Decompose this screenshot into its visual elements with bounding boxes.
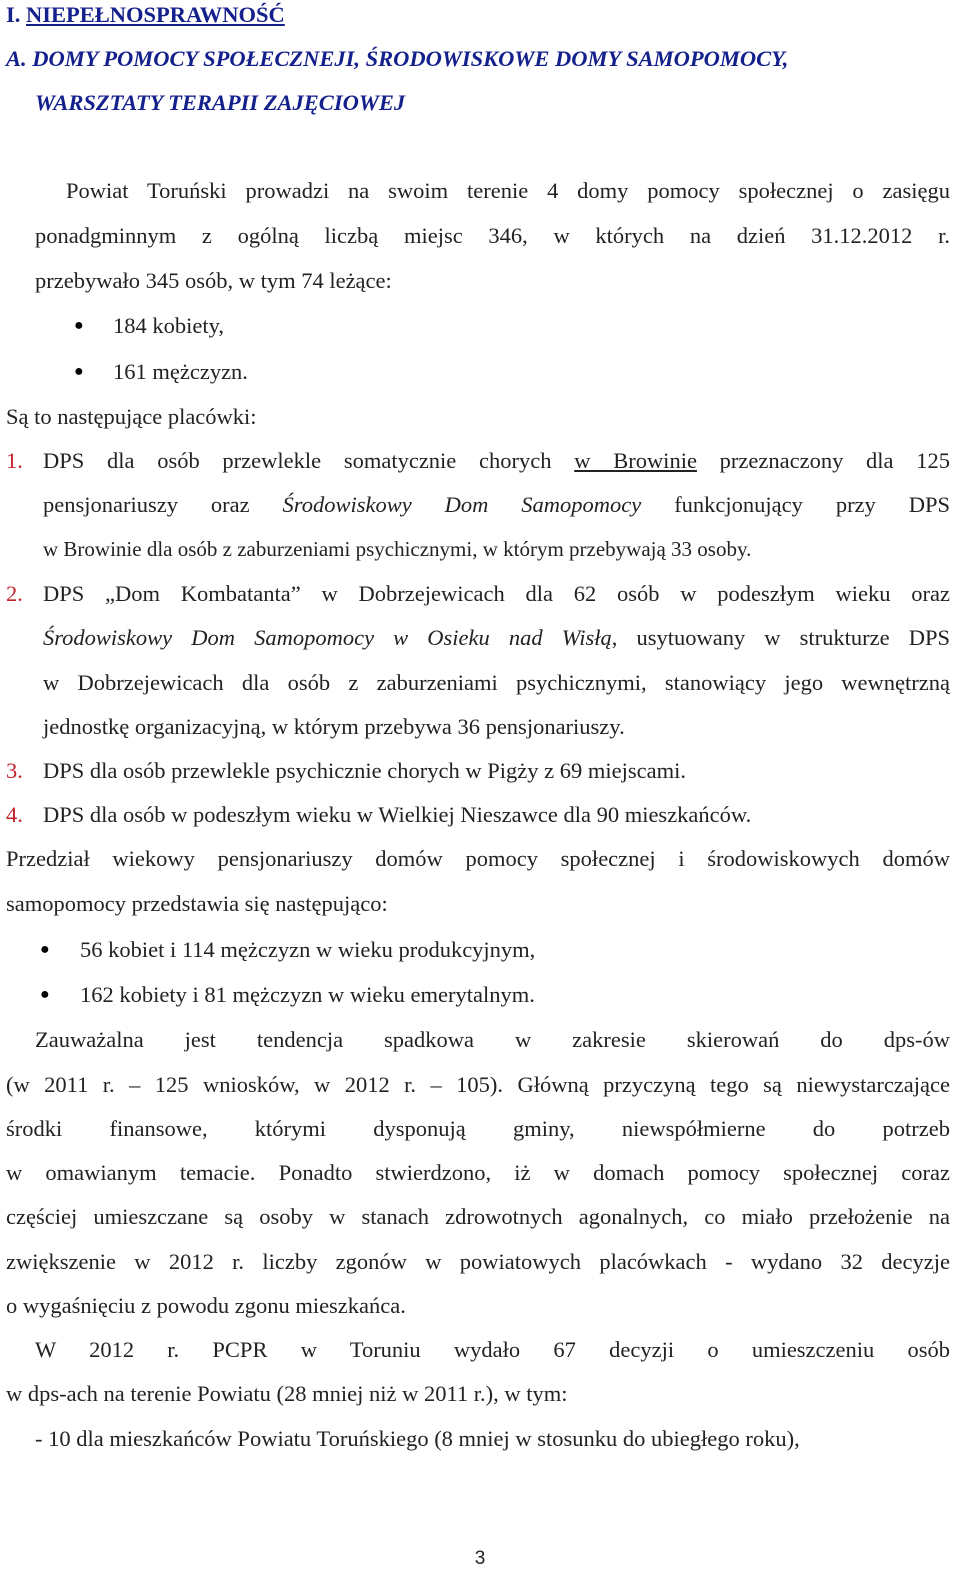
bullet-icon: ●	[40, 986, 50, 1003]
pcpr-line-3: - 10 dla mieszkańców Powiatu Toruńskiego (8 mniej w stosunku do ubiegłego roku),	[35, 1426, 800, 1451]
item-1-text-a: DPS dla osób przewlekle somatycznie chorych	[43, 448, 575, 473]
item-1-facility-italic: Środowiskowy Dom Samopomocy	[282, 492, 642, 517]
item-3-text: DPS dla osób przewlekle psychicznie chorych w Pigży z 69 miejscami.	[43, 758, 686, 783]
item-2-line-2	[43, 627, 950, 650]
item-number-1: 1.	[6, 448, 23, 473]
item-1-line-3: w Browinie dla osób z zaburzeniami psychicznymi, w którym przebywają 33 osoby.	[43, 537, 752, 561]
trend-line-3: środki finansowe, którymi dysponują gminy, niewspółmierne do potrzeb	[6, 1116, 950, 1141]
chapter-title: NIEPEŁNOSPRAWNOŚĆ	[26, 2, 285, 27]
trend-line-4: w omawianym temacie. Ponadto stwierdzono, iż w domach pomocy społecznej coraz	[6, 1160, 950, 1185]
intro-bullet-men: 161 mężczyzn.	[113, 359, 248, 384]
facilities-intro: Są to następujące placówki:	[6, 404, 257, 429]
chapter-number: I.	[6, 2, 21, 27]
item-number-4: 4.	[6, 802, 23, 827]
section-title-line1: DOMY POMOCY SPOŁECZNEJI, ŚRODOWISKOWE DOMY SAMOPOMOCY,	[32, 46, 789, 71]
age-bullet-productive: 56 kobiet i 114 mężczyzn w wieku produkcyjnym,	[80, 937, 536, 962]
trend-line-5: częściej umieszczane są osoby w stanach zdrowotnych agonalnych, co miało przełożenie na	[6, 1204, 950, 1229]
intro-line-2: ponadgminnym z ogólną liczbą miejsc 346, w których na dzień 31.12.2012 r.	[35, 223, 950, 248]
intro-line-3: przebywało 345 osób, w tym 74 leżące:	[35, 268, 392, 293]
item-1-line-2	[43, 494, 950, 517]
item-1-text-b: przeznaczony dla 125	[696, 448, 950, 473]
trend-line-1: Zauważalna jest tendencja spadkowa w zakresie skierowań do dps-ów	[35, 1027, 950, 1052]
item-number-3: 3.	[6, 758, 23, 783]
item-1-place-underlined: w Browinie	[574, 448, 697, 473]
bullet-icon: ●	[40, 941, 50, 958]
item-1-text-c: pensjonariuszy oraz	[43, 492, 283, 517]
item-1-text-d: funkcjonujący przy DPS	[641, 492, 950, 517]
item-4-text: DPS dla osób w podeszłym wieku w Wielkiej Nieszawce dla 90 mieszkańców.	[43, 802, 752, 827]
item-2-line-1: DPS „Dom Kombatanta” w Dobrzejewicach dla 62 osób w podeszłym wieku oraz	[43, 581, 950, 606]
item-2-facility-italic: Środowiskowy Dom Samopomocy w Osieku nad Wisłą	[43, 625, 612, 650]
section-number: A.	[6, 46, 27, 71]
item-2-line-3: w Dobrzejewicach dla osób z zaburzeniami psychicznymi, stanowiący jego wewnętrzną	[43, 670, 950, 695]
age-line-2: samopomocy przedstawia się następująco:	[6, 891, 388, 916]
trend-line-7: o wygaśnięciu z powodu zgonu mieszkańca.	[6, 1293, 406, 1318]
item-2-text: , usytuowany w strukturze DPS	[611, 625, 950, 650]
trend-line-2: (w 2011 r. – 125 wniosków, w 2012 r. – 105). Główną przyczyną tego są niewystarczające	[6, 1072, 950, 1097]
intro-line-1: Powiat Toruński prowadzi na swoim terenie 4 domy pomocy społecznej o zasięgu	[66, 178, 950, 203]
age-bullet-retirement: 162 kobiety i 81 mężczyzn w wieku emerytalnym.	[80, 982, 535, 1007]
item-number-2: 2.	[6, 581, 23, 606]
item-2-line-4: jednostkę organizacyjną, w którym przebywa 36 pensjonariuszy.	[43, 714, 625, 739]
age-line-1: Przedział wiekowy pensjonariuszy domów pomocy społecznej i środowiskowych domów	[6, 846, 950, 871]
page-number: 3	[474, 1548, 486, 1569]
item-1-line-1	[43, 450, 950, 473]
trend-line-6: zwiększenie w 2012 r. liczby zgonów w powiatowych placówkach - wydano 32 decyzje	[6, 1249, 950, 1274]
chapter-heading	[6, 4, 906, 27]
pcpr-line-1: W 2012 r. PCPR w Toruniu wydało 67 decyzji o umieszczeniu osób	[35, 1337, 950, 1362]
pcpr-line-2: w dps-ach na terenie Powiatu (28 mniej niż w 2011 r.), w tym:	[6, 1381, 568, 1406]
section-title-line2: WARSZTATY TERAPII ZAJĘCIOWEJ	[35, 90, 406, 115]
bullet-icon: ●	[74, 363, 84, 380]
section-heading-line1	[6, 48, 926, 71]
bullet-icon: ●	[74, 317, 84, 334]
intro-bullet-women: 184 kobiety,	[113, 313, 225, 338]
